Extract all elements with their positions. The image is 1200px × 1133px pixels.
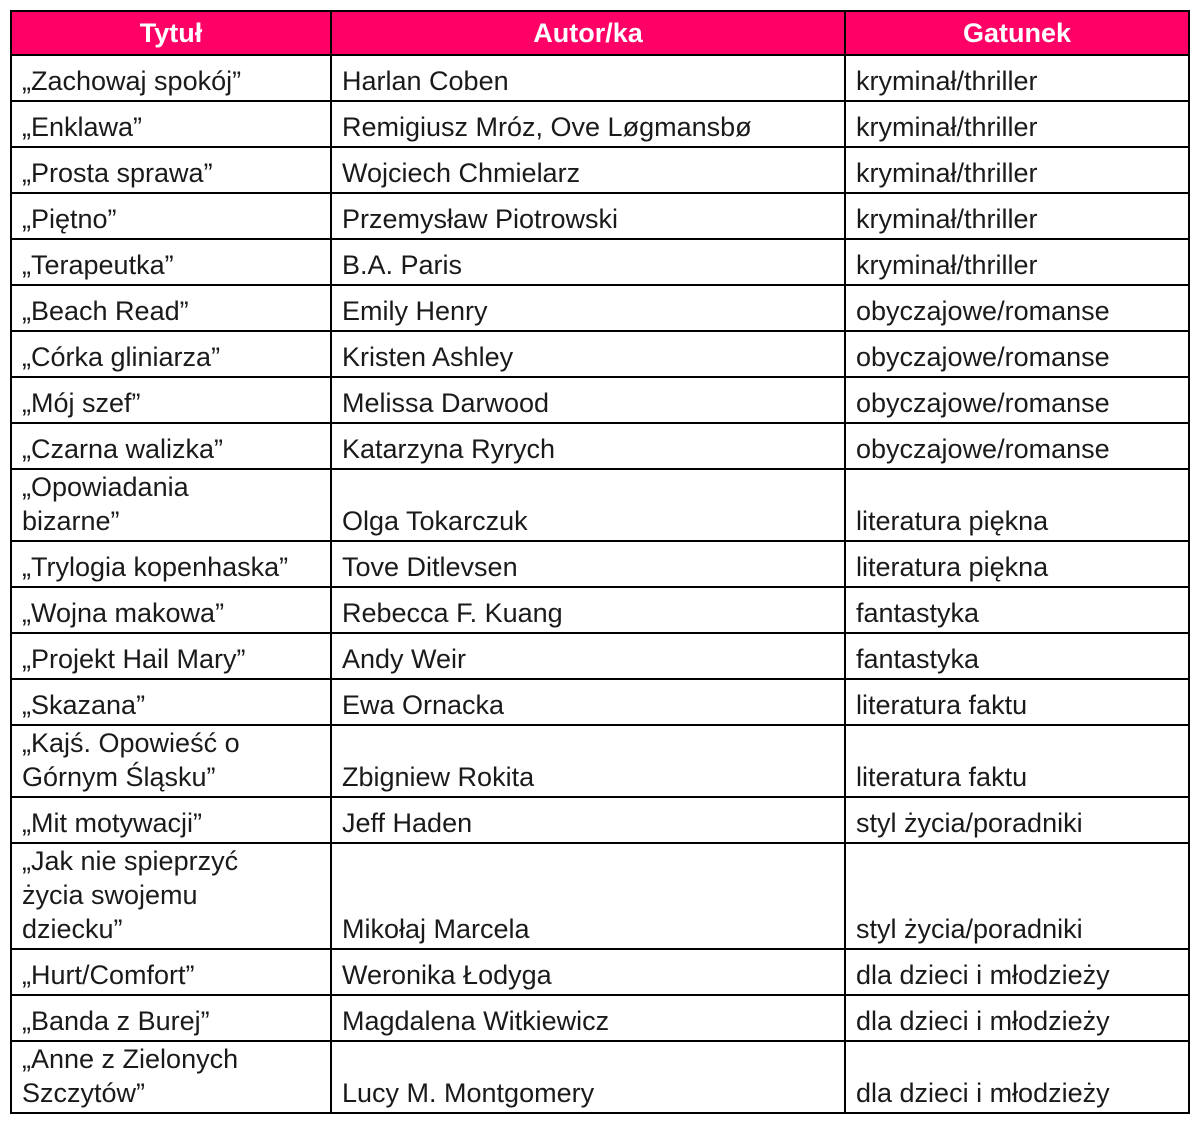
cell-author: Remigiusz Mróz, Ove Løgmansbø: [331, 101, 845, 147]
cell-author: Lucy M. Montgomery: [331, 1041, 845, 1113]
cell-genre: kryminał/thriller: [845, 193, 1189, 239]
cell-author: Przemysław Piotrowski: [331, 193, 845, 239]
cell-genre: obyczajowe/romanse: [845, 331, 1189, 377]
table-row: [11, 423, 1189, 469]
table-row: [11, 101, 1189, 147]
cell-genre: kryminał/thriller: [845, 101, 1189, 147]
cell-author: Magdalena Witkiewicz: [331, 995, 845, 1041]
table-row: [11, 587, 1189, 633]
cell-title: „Trylogia kopenhaska”: [11, 541, 331, 587]
table-row: [11, 541, 1189, 587]
table-row: [11, 797, 1189, 843]
cell-title: „Prosta sprawa”: [11, 147, 331, 193]
table-row: [11, 949, 1189, 995]
cell-title: „Piętno”: [11, 193, 331, 239]
cell-genre: dla dzieci i młodzieży: [845, 1041, 1189, 1113]
cell-title: „Beach Read”: [11, 285, 331, 331]
cell-title: „Projekt Hail Mary”: [11, 633, 331, 679]
cell-genre: kryminał/thriller: [845, 239, 1189, 285]
header-title: Tytuł: [11, 11, 331, 55]
cell-genre: kryminał/thriller: [845, 55, 1189, 101]
table-row: [11, 147, 1189, 193]
cell-author: Ewa Ornacka: [331, 679, 845, 725]
cell-genre: fantastyka: [845, 587, 1189, 633]
cell-author: Zbigniew Rokita: [331, 725, 845, 797]
cell-title: „Córka gliniarza”: [11, 331, 331, 377]
cell-genre: styl życia/poradniki: [845, 843, 1189, 949]
table-row: [11, 725, 1189, 797]
cell-title: „Mit motywacji”: [11, 797, 331, 843]
cell-author: Andy Weir: [331, 633, 845, 679]
table-row: [11, 285, 1189, 331]
cell-genre: obyczajowe/romanse: [845, 377, 1189, 423]
cell-title: „Wojna makowa”: [11, 587, 331, 633]
table-row: [11, 377, 1189, 423]
cell-genre: dla dzieci i młodzieży: [845, 995, 1189, 1041]
cell-author: Wojciech Chmielarz: [331, 147, 845, 193]
cell-title: „Zachowaj spokój”: [11, 55, 331, 101]
cell-author: Olga Tokarczuk: [331, 469, 845, 541]
cell-title: „Hurt/Comfort”: [11, 949, 331, 995]
cell-title: „Czarna walizka”: [11, 423, 331, 469]
cell-author: Harlan Coben: [331, 55, 845, 101]
cell-title: „Terapeutka”: [11, 239, 331, 285]
cell-author: Weronika Łodyga: [331, 949, 845, 995]
cell-author: Melissa Darwood: [331, 377, 845, 423]
cell-genre: kryminał/thriller: [845, 147, 1189, 193]
cell-author: Emily Henry: [331, 285, 845, 331]
table-row: [11, 679, 1189, 725]
cell-genre: styl życia/poradniki: [845, 797, 1189, 843]
table-row: [11, 193, 1189, 239]
table-row: [11, 633, 1189, 679]
header-genre: Gatunek: [845, 11, 1189, 55]
cell-title: „Skazana”: [11, 679, 331, 725]
cell-author: Rebecca F. Kuang: [331, 587, 845, 633]
cell-genre: fantastyka: [845, 633, 1189, 679]
cell-genre: literatura faktu: [845, 725, 1189, 797]
table-row: [11, 469, 1189, 541]
header-row: [11, 11, 1189, 55]
cell-title: „Opowiadania bizarne”: [11, 469, 331, 541]
cell-author: Jeff Haden: [331, 797, 845, 843]
cell-title: „Kajś. Opowieść o Górnym Śląsku”: [11, 725, 331, 797]
cell-author: Mikołaj Marcela: [331, 843, 845, 949]
cell-genre: obyczajowe/romanse: [845, 285, 1189, 331]
header-author: Autor/ka: [331, 11, 845, 55]
table-row: [11, 331, 1189, 377]
book-list-table: [10, 10, 1190, 1114]
cell-genre: literatura piękna: [845, 469, 1189, 541]
cell-genre: literatura faktu: [845, 679, 1189, 725]
cell-author: B.A. Paris: [331, 239, 845, 285]
table-row: [11, 995, 1189, 1041]
cell-author: Katarzyna Ryrych: [331, 423, 845, 469]
cell-author: Tove Ditlevsen: [331, 541, 845, 587]
cell-author: Kristen Ashley: [331, 331, 845, 377]
table-row: [11, 239, 1189, 285]
table-row: [11, 843, 1189, 949]
cell-title: „Mój szef”: [11, 377, 331, 423]
cell-title: „Jak nie spieprzyć życia swojemu dziecku”: [11, 843, 331, 949]
cell-genre: dla dzieci i młodzieży: [845, 949, 1189, 995]
cell-title: „Anne z Zielonych Szczytów”: [11, 1041, 331, 1113]
cell-title: „Enklawa”: [11, 101, 331, 147]
table-row: [11, 1041, 1189, 1113]
cell-title: „Banda z Burej”: [11, 995, 331, 1041]
cell-genre: obyczajowe/romanse: [845, 423, 1189, 469]
table-row: [11, 55, 1189, 101]
cell-genre: literatura piękna: [845, 541, 1189, 587]
